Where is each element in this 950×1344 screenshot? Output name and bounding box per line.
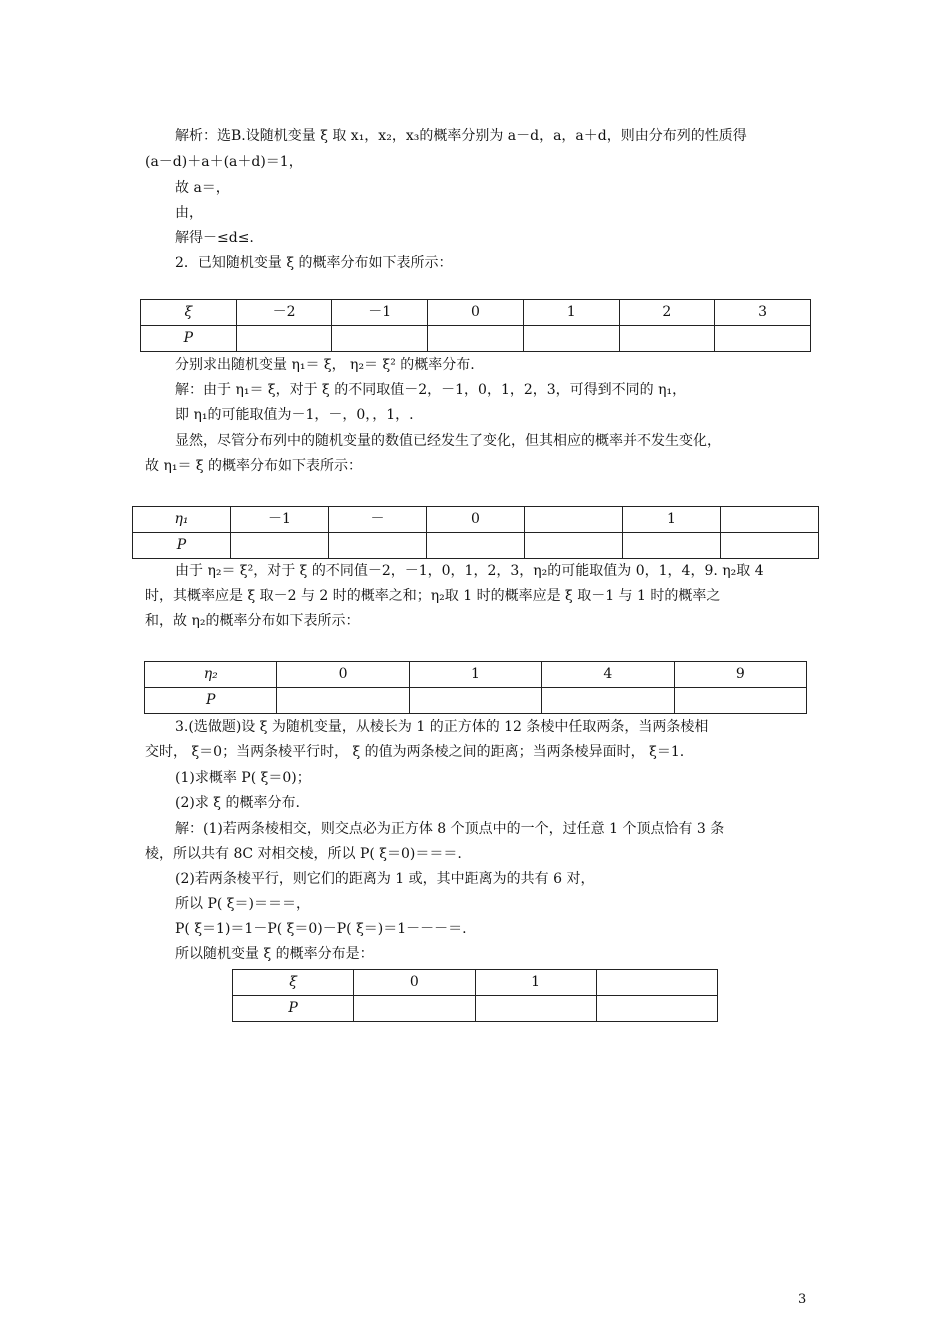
text-line: (2)求 ξ 的概率分布. (175, 795, 300, 811)
distribution-table-xi-final (232, 969, 718, 1022)
table-cell: P (145, 688, 277, 714)
table-cell: P (133, 533, 231, 559)
table-cell: η₁ (133, 507, 231, 533)
table-row (141, 300, 811, 326)
table-row (233, 970, 718, 996)
text-line: 解析：选B.设随机变量 ξ 取 x₁，x₂，x₃的概率分别为 a－d，a，a＋d，则由分布列的性质得 (175, 128, 747, 144)
text-line: 解：(1)若两条棱相交，则交点必为正方体 8 个顶点中的一个，过任意 1 个顶点恰有 3 条 (175, 821, 725, 837)
table-cell: －1 (231, 507, 329, 533)
table-row (133, 533, 819, 559)
text-line: 即 η₁的可能取值为－1，－，0，，1，. (175, 407, 414, 423)
table-cell: 0 (427, 507, 525, 533)
table-cell: 1 (409, 662, 541, 688)
distribution-table-eta2 (144, 661, 807, 714)
table-cell (409, 688, 541, 714)
table-cell: － (329, 507, 427, 533)
text-line: 所以 P( ξ＝)＝＝＝， (175, 896, 310, 912)
text-line: 所以随机变量 ξ 的概率分布是： (175, 946, 374, 962)
table-row (233, 996, 718, 1022)
text-line: (a－d)＋a＋(a＋d)＝1， (145, 154, 303, 170)
table-cell: －1 (332, 300, 428, 326)
text-line: 和，故 η₂的概率分布如下表所示： (145, 613, 360, 629)
table-cell: 0 (428, 300, 524, 326)
table-cell: 2 (619, 300, 715, 326)
table-row (145, 662, 807, 688)
table-cell: ξ (141, 300, 237, 326)
text-line: 由， (175, 205, 203, 221)
table-cell (277, 688, 409, 714)
table-cell: －2 (236, 300, 332, 326)
table-row (145, 688, 807, 714)
table-cell: P (233, 996, 354, 1022)
table-cell (354, 996, 475, 1022)
table-cell: 0 (354, 970, 475, 996)
text-line: 时，其概率应是 ξ 取－2 与 2 时的概率之和；η₂取 1 时的概率应是 ξ 取－1 与 1 时的概率之 (145, 588, 721, 604)
distribution-table-eta1 (132, 506, 819, 559)
table-cell (329, 533, 427, 559)
text-line: (1)求概率 P( ξ＝0)； (175, 770, 311, 786)
table-cell (231, 533, 329, 559)
table-cell: 1 (523, 300, 619, 326)
text-line: 交时， ξ＝0；当两条棱平行时， ξ 的值为两条棱之间的距离；当两条棱异面时， ξ＝1. (145, 744, 685, 760)
table-cell: η₂ (145, 662, 277, 688)
table-cell (596, 996, 717, 1022)
table-cell (428, 326, 524, 352)
text-line: 3.(选做题)设 ξ 为随机变量，从棱长为 1 的正方体的 12 条棱中任取两条，当两条棱相 (175, 719, 709, 735)
page-number: 3 (798, 1292, 807, 1307)
text-line: 故 η₁＝ ξ 的概率分布如下表所示： (145, 458, 363, 474)
table-cell (525, 533, 623, 559)
table-cell (619, 326, 715, 352)
distribution-table-xi (140, 299, 811, 352)
table-cell (596, 970, 717, 996)
table-cell (674, 688, 806, 714)
table-cell: 1 (475, 970, 596, 996)
table-cell: P (141, 326, 237, 352)
text-line: 棱，所以共有 8C 对相交棱，所以 P( ξ＝0)＝＝＝. (145, 846, 462, 862)
table-cell (623, 533, 721, 559)
table-cell (525, 507, 623, 533)
table-cell: 9 (674, 662, 806, 688)
table-cell (721, 507, 819, 533)
table-cell (721, 533, 819, 559)
table-cell (427, 533, 525, 559)
text-line: 分别求出随机变量 η₁＝ ξ， η₂＝ ξ² 的概率分布. (175, 357, 475, 373)
table-cell (332, 326, 428, 352)
text-line: 解得－≤d≤. (175, 230, 254, 246)
text-line: 2．已知随机变量 ξ 的概率分布如下表所示： (175, 255, 453, 271)
text-line: 故 a＝， (175, 180, 230, 196)
text-line: 显然，尽管分布列中的随机变量的数值已经发生了变化，但其相应的概率并不发生变化， (175, 433, 721, 449)
table-cell (523, 326, 619, 352)
text-line: P( ξ＝1)＝1－P( ξ＝0)－P( ξ＝)＝1－－－＝. (175, 921, 467, 937)
table-cell: 0 (277, 662, 409, 688)
table-cell: 3 (715, 300, 811, 326)
table-row (133, 507, 819, 533)
text-line: (2)若两条棱平行，则它们的距离为 1 或，其中距离为的共有 6 对， (175, 871, 595, 887)
table-cell (542, 688, 674, 714)
table-cell (715, 326, 811, 352)
table-cell: 4 (542, 662, 674, 688)
text-line: 由于 η₂＝ ξ²，对于 ξ 的不同值－2，－1，0，1，2，3，η₂的可能取值为 0，1，4，9. η₂取 4 (175, 563, 764, 579)
table-row (141, 326, 811, 352)
text-line: 解：由于 η₁＝ ξ，对于 ξ 的不同取值－2，－1，0，1，2，3，可得到不同的 η₁， (175, 382, 687, 398)
table-cell: 1 (623, 507, 721, 533)
table-cell (475, 996, 596, 1022)
table-cell (236, 326, 332, 352)
table-cell: ξ (233, 970, 354, 996)
